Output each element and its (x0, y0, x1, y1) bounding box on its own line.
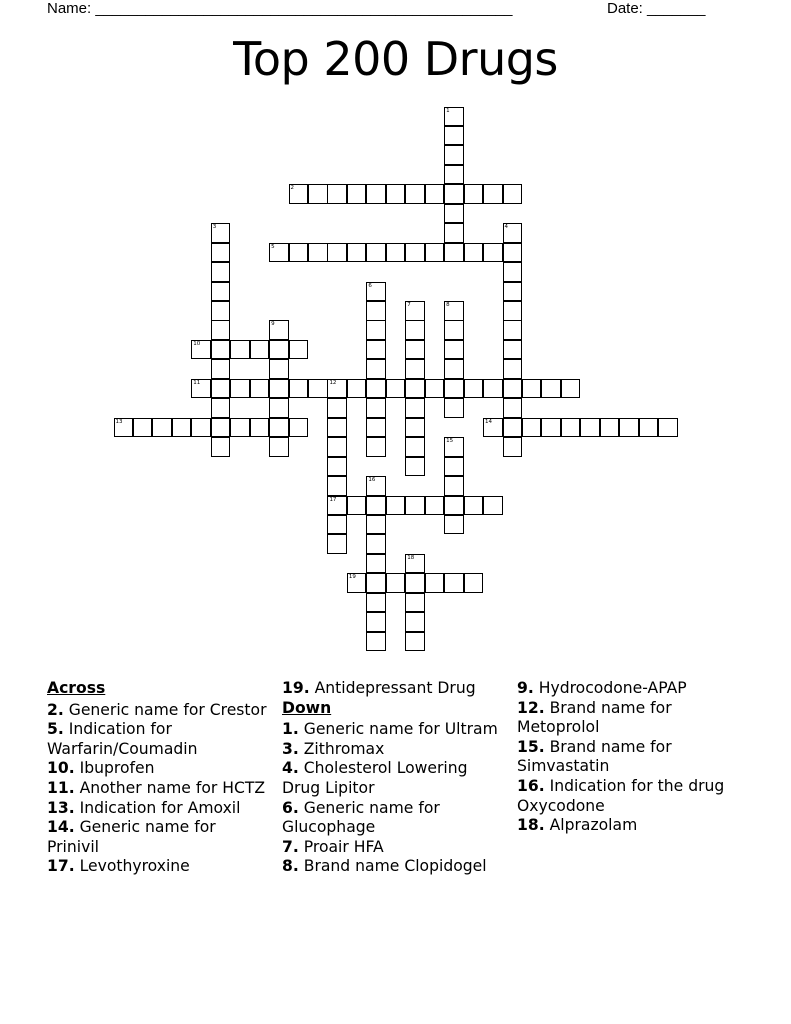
grid-number: 17 (329, 496, 337, 503)
clue-number: 8. (282, 857, 299, 876)
grid-cell[interactable] (522, 379, 542, 399)
clue-text: Generic name for Glucophage (282, 798, 440, 837)
grid-cell[interactable] (289, 340, 309, 360)
grid-cell[interactable] (425, 573, 445, 593)
grid-cell[interactable] (211, 379, 231, 399)
grid-cell[interactable] (211, 243, 231, 263)
grid-cell[interactable] (250, 418, 270, 438)
clue-text: Zithromax (303, 739, 385, 758)
grid-cell[interactable] (191, 379, 211, 399)
grid-cell[interactable] (366, 515, 386, 535)
clue-number: 12. (517, 698, 545, 717)
clue-number: 10. (47, 759, 75, 778)
grid-cell[interactable] (444, 379, 464, 399)
clue-number: 1. (282, 720, 299, 739)
grid-cell[interactable] (405, 320, 425, 340)
clue-text: Brand name for Simvastatin (517, 737, 672, 776)
grid-number: 19 (348, 574, 356, 581)
clue-text: Hydrocodone-APAP (538, 679, 687, 697)
clue-down-15 (517, 738, 742, 777)
grid-cell[interactable] (347, 379, 367, 399)
grid-cell[interactable] (366, 184, 386, 204)
grid-cell[interactable] (503, 340, 523, 360)
grid-cell[interactable] (503, 262, 523, 282)
grid-cell[interactable] (444, 165, 464, 185)
name-line[interactable]: __________________________________________________ (95, 0, 513, 17)
grid-cell[interactable] (503, 398, 523, 418)
grid-cell[interactable] (503, 184, 523, 204)
grid-cell[interactable] (444, 457, 464, 477)
clue-number: 13. (47, 798, 75, 817)
grid-cell[interactable] (289, 243, 309, 263)
grid-cell[interactable] (639, 418, 659, 438)
grid-cell[interactable] (211, 320, 231, 340)
grid-cell[interactable] (269, 320, 289, 340)
name-field[interactable] (47, 0, 512, 17)
clue-text: Generic name for Crestor (68, 700, 267, 719)
clue-text: Brand name for Metoprolol (517, 698, 672, 737)
grid-number: 1 (446, 107, 450, 114)
grid-cell[interactable] (658, 418, 678, 438)
grid-cell[interactable] (483, 496, 503, 516)
grid-cell[interactable] (464, 573, 484, 593)
grid-cell[interactable] (308, 243, 328, 263)
grid-cell[interactable] (269, 418, 289, 438)
name-label: Name: (47, 0, 96, 17)
clue-column-2 (282, 679, 507, 877)
grid-cell[interactable] (211, 282, 231, 302)
across-heading: Across (47, 679, 106, 697)
grid-cell[interactable] (327, 437, 347, 457)
grid-cell[interactable] (211, 359, 231, 379)
grid-cell[interactable] (425, 184, 445, 204)
grid-cell[interactable] (327, 418, 347, 438)
grid-cell[interactable] (444, 223, 464, 243)
grid-cell[interactable] (366, 496, 386, 516)
grid-number: 5 (271, 243, 275, 250)
grid-cell[interactable] (366, 359, 386, 379)
grid-cell[interactable] (172, 418, 192, 438)
clue-across-5 (47, 720, 272, 759)
grid-cell[interactable] (503, 359, 523, 379)
grid-cell[interactable] (483, 379, 503, 399)
clue-across-13 (47, 799, 272, 819)
grid-cell[interactable] (366, 476, 386, 496)
grid-cell[interactable] (444, 496, 464, 516)
grid-cell[interactable] (425, 243, 445, 263)
clue-text: Indication for the drug Oxycodone (517, 776, 725, 815)
grid-number: 10 (193, 340, 201, 347)
clue-number: 11. (47, 778, 75, 797)
grid-cell[interactable] (405, 593, 425, 613)
page-title: Top 200 Drugs (233, 32, 558, 86)
grid-cell[interactable] (483, 184, 503, 204)
grid-number: 4 (504, 224, 508, 231)
grid-cell[interactable] (386, 243, 406, 263)
clue-down-9 (517, 679, 742, 699)
grid-cell[interactable] (211, 340, 231, 360)
clue-text: Another name for HCTZ (79, 778, 266, 797)
grid-cell[interactable] (444, 145, 464, 165)
clue-number: 6. (282, 798, 299, 817)
grid-cell[interactable] (230, 340, 250, 360)
clue-text: Ibuprofen (79, 759, 155, 778)
grid-cell[interactable] (211, 398, 231, 418)
grid-cell[interactable] (366, 554, 386, 574)
date-field[interactable] (607, 0, 705, 17)
clue-number: 4. (282, 759, 299, 778)
grid-cell[interactable] (366, 437, 386, 457)
grid-number: 6 (368, 282, 372, 289)
clue-across-10 (47, 759, 272, 779)
grid-cell[interactable] (444, 340, 464, 360)
date-line[interactable]: _______ (647, 0, 706, 17)
clue-text: Alprazolam (549, 816, 638, 835)
clue-across-17 (47, 857, 272, 877)
grid-cell[interactable] (503, 223, 523, 243)
grid-cell[interactable] (444, 515, 464, 535)
grid-cell[interactable] (425, 496, 445, 516)
grid-cell[interactable] (289, 379, 309, 399)
grid-number: 18 (407, 554, 415, 561)
grid-cell[interactable] (405, 184, 425, 204)
grid-cell[interactable] (327, 398, 347, 418)
grid-number: 15 (446, 438, 454, 445)
grid-cell[interactable] (308, 379, 328, 399)
grid-cell[interactable] (444, 243, 464, 263)
grid-number: 11 (193, 379, 201, 386)
grid-cell[interactable] (250, 340, 270, 360)
grid-cell[interactable] (211, 418, 231, 438)
grid-cell[interactable] (444, 107, 464, 127)
grid-cell[interactable] (503, 437, 523, 457)
clue-column-3 (517, 679, 742, 836)
grid-number: 12 (329, 379, 337, 386)
grid-cell[interactable] (366, 632, 386, 652)
grid-cell[interactable] (386, 379, 406, 399)
clue-text: Generic name for Ultram (303, 720, 498, 739)
clue-number: 15. (517, 737, 545, 756)
grid-cell[interactable] (444, 184, 464, 204)
clue-number: 18. (517, 816, 545, 835)
grid-cell[interactable] (503, 301, 523, 321)
grid-cell[interactable] (541, 418, 561, 438)
grid-cell[interactable] (327, 379, 347, 399)
grid-cell[interactable] (444, 301, 464, 321)
grid-cell[interactable] (366, 320, 386, 340)
grid-cell[interactable] (405, 573, 425, 593)
clue-down-16 (517, 777, 742, 816)
grid-cell[interactable] (405, 437, 425, 457)
grid-cell[interactable] (464, 496, 484, 516)
clue-text: Generic name for Prinivil (47, 818, 216, 856)
grid-cell[interactable] (347, 243, 367, 263)
grid-cell[interactable] (114, 418, 134, 438)
clue-number: 9. (517, 679, 534, 697)
grid-cell[interactable] (327, 534, 347, 554)
grid-cell[interactable] (444, 437, 464, 457)
grid-cell[interactable] (191, 418, 211, 438)
grid-cell[interactable] (211, 301, 231, 321)
clue-down-3 (282, 740, 507, 760)
grid-cell[interactable] (230, 418, 250, 438)
clue-number: 3. (282, 739, 299, 758)
clue-number: 7. (282, 837, 299, 856)
clue-down-12 (517, 699, 742, 738)
grid-cell[interactable] (308, 184, 328, 204)
grid-cell[interactable] (541, 379, 561, 399)
clue-down-4 (282, 759, 507, 798)
down-heading: Down (282, 698, 332, 717)
clue-number: 14. (47, 818, 75, 837)
clue-text: Levothyroxine (79, 857, 190, 876)
grid-cell[interactable] (366, 243, 386, 263)
grid-cell[interactable] (405, 632, 425, 652)
grid-number: 14 (485, 418, 493, 425)
grid-cell[interactable] (444, 204, 464, 224)
grid-cell[interactable] (386, 573, 406, 593)
grid-cell[interactable] (405, 379, 425, 399)
grid-cell[interactable] (405, 457, 425, 477)
grid-cell[interactable] (425, 379, 445, 399)
grid-cell[interactable] (386, 184, 406, 204)
grid-cell[interactable] (269, 243, 289, 263)
grid-cell[interactable] (444, 476, 464, 496)
grid-cell[interactable] (133, 418, 153, 438)
grid-cell[interactable] (464, 379, 484, 399)
clue-down-6 (282, 799, 507, 838)
clue-text: Proair HFA (303, 837, 384, 856)
grid-cell[interactable] (347, 496, 367, 516)
grid-cell[interactable] (600, 418, 620, 438)
clue-number: 16. (517, 776, 545, 795)
grid-cell[interactable] (405, 359, 425, 379)
grid-cell[interactable] (366, 301, 386, 321)
grid-cell[interactable] (347, 184, 367, 204)
grid-number: 16 (368, 477, 376, 484)
grid-number: 13 (115, 418, 123, 425)
grid-cell[interactable] (327, 184, 347, 204)
clue-across-19 (282, 679, 507, 699)
grid-cell[interactable] (366, 379, 386, 399)
grid-number: 3 (212, 224, 217, 231)
grid-number: 7 (407, 302, 411, 308)
clue-down-8 (282, 857, 507, 877)
grid-cell[interactable] (386, 496, 406, 516)
grid-cell[interactable] (483, 418, 503, 438)
grid-cell[interactable] (366, 612, 386, 632)
grid-cell[interactable] (230, 379, 250, 399)
grid-cell[interactable] (327, 515, 347, 535)
grid-cell[interactable] (366, 418, 386, 438)
grid-cell[interactable] (619, 418, 639, 438)
grid-cell[interactable] (444, 398, 464, 418)
grid-cell[interactable] (444, 573, 464, 593)
grid-cell[interactable] (191, 340, 211, 360)
clue-across-14 (47, 818, 272, 857)
date-label: Date: (607, 0, 648, 17)
clue-down-18 (517, 816, 742, 836)
clue-across-11 (47, 779, 272, 799)
grid-cell[interactable] (366, 573, 386, 593)
clue-text: Indication for Warfarin/Coumadin (47, 720, 198, 758)
clue-text: Indication for Amoxil (79, 798, 241, 817)
grid-cell[interactable] (289, 184, 309, 204)
clue-column-1 (47, 679, 272, 877)
grid-cell[interactable] (327, 476, 347, 496)
grid-cell[interactable] (503, 379, 523, 399)
grid-cell[interactable] (250, 379, 270, 399)
grid-cell[interactable] (464, 184, 484, 204)
grid-cell[interactable] (561, 418, 581, 438)
grid-cell[interactable] (405, 612, 425, 632)
grid-number: 8 (446, 302, 450, 308)
grid-cell[interactable] (366, 340, 386, 360)
grid-cell[interactable] (269, 340, 289, 360)
grid-cell[interactable] (289, 418, 309, 438)
grid-cell[interactable] (405, 418, 425, 438)
grid-number: 2 (290, 185, 295, 192)
clue-text: Antidepressant Drug (314, 679, 476, 697)
grid-cell[interactable] (269, 437, 289, 457)
grid-cell[interactable] (503, 320, 523, 340)
grid-cell[interactable] (327, 496, 347, 516)
grid-cell[interactable] (366, 593, 386, 613)
grid-cell[interactable] (405, 243, 425, 263)
grid-cell[interactable] (561, 379, 581, 399)
grid-cell[interactable] (483, 243, 503, 263)
grid-cell[interactable] (269, 379, 289, 399)
clue-down-7 (282, 838, 507, 858)
grid-cell[interactable] (405, 301, 425, 321)
grid-cell[interactable] (464, 243, 484, 263)
clue-down-1 (282, 720, 507, 740)
grid-cell[interactable] (503, 243, 523, 263)
grid-cell[interactable] (444, 320, 464, 340)
grid-cell[interactable] (366, 282, 386, 302)
grid-cell[interactable] (580, 418, 600, 438)
clue-across-2 (47, 701, 272, 721)
grid-cell[interactable] (211, 262, 231, 282)
grid-cell[interactable] (405, 398, 425, 418)
grid-cell[interactable] (211, 223, 231, 243)
grid-cell[interactable] (503, 282, 523, 302)
grid-cell[interactable] (444, 126, 464, 146)
grid-cell[interactable] (211, 437, 231, 457)
grid-cell[interactable] (327, 457, 347, 477)
grid-cell[interactable] (405, 496, 425, 516)
grid-cell[interactable] (405, 340, 425, 360)
clue-number: 5. (47, 720, 64, 739)
grid-cell[interactable] (269, 398, 289, 418)
grid-cell[interactable] (366, 398, 386, 418)
clue-text: Cholesterol Lowering Drug Lipitor (282, 759, 468, 797)
grid-cell[interactable] (152, 418, 172, 438)
grid-cell[interactable] (405, 554, 425, 574)
grid-cell[interactable] (327, 243, 347, 263)
grid-cell[interactable] (269, 359, 289, 379)
grid-cell[interactable] (444, 359, 464, 379)
clue-number: 2. (47, 700, 64, 719)
grid-cell[interactable] (366, 534, 386, 554)
grid-cell[interactable] (522, 418, 542, 438)
grid-cell[interactable] (347, 573, 367, 593)
grid-cell[interactable] (503, 418, 523, 438)
clue-text: Brand name Clopidogel (303, 857, 487, 876)
clue-number: 19. (282, 679, 310, 697)
clue-number: 17. (47, 857, 75, 876)
grid-number: 9 (271, 321, 275, 328)
